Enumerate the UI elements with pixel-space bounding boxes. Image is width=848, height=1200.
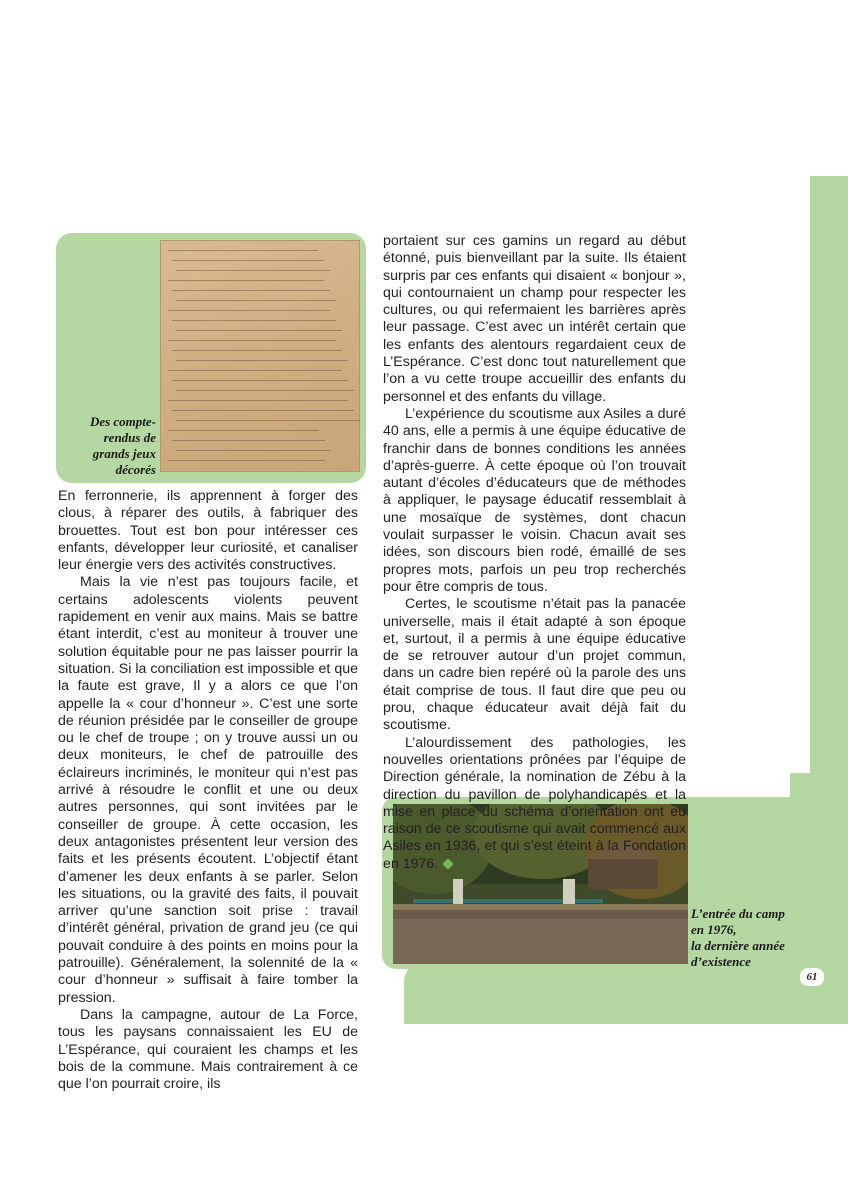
handwriting-line bbox=[172, 350, 342, 351]
photo-caption bbox=[691, 906, 806, 970]
caption-line: grands jeux bbox=[92, 446, 156, 461]
handwriting-line bbox=[172, 290, 330, 291]
bottom-green-band bbox=[404, 962, 848, 1024]
handwriting-line bbox=[168, 280, 324, 281]
paragraph: Mais la vie n’est pas toujours facile, et certains adolescents violents peuvent rapidement en venir aux mains. Mais se battre étant interdit, c’est au moniteur à trouver une solution équitable pour ne pas laisser pourrir la situation. Si la conciliation est impossible et que la faute est grave, Il y a alors ce que l’on appelle la « cour d’honneur ». C’est une sorte de réunion présidée par le conseiller de groupe ou le chef de troupe ; on y trouve aussi un ou deux moniteurs, le chef de patrouille des éclaireurs incriminés, le moniteur qui n’est pas arrivé à résoudre le conflit et une ou deux autres personnes, qui sont invitées par le conseiller de groupe. À cette occasion, les deux antagonistes présentent leur version des faits et les présents écoutent. L’objectif étant d’amener les deux enfants à se parler. Selon les situations, ou la gravité des faits, il pouvait arriver qu’une sanction soit prise : travail d’intérêt général, privation de grand jeu (ce qui pouvait conduire à des points en moins pour la patrouille). Généralement, la solennité de la « cour d’honneur » suffisait à faire tomber la pression. bbox=[58, 574, 358, 1006]
handwritten-document-image bbox=[160, 240, 360, 472]
handwriting-line bbox=[168, 400, 348, 401]
handwriting-line bbox=[176, 270, 330, 271]
handwriting-line bbox=[168, 250, 318, 251]
paragraph: En ferronnerie, ils apprennent à forger des clous, à réparer des outils, à fabriquer des brouettes. Tout est bon pour intéresser ces enfants, développer leur curiosité, et canaliser leur énergie vers des activités constructives. bbox=[58, 488, 358, 574]
handwriting-line bbox=[168, 370, 342, 371]
handwriting-line bbox=[176, 390, 354, 391]
handwriting-line bbox=[172, 260, 324, 261]
caption-line: la dernière année bbox=[691, 938, 785, 953]
right-text-column bbox=[383, 233, 686, 873]
handwriting-line bbox=[168, 460, 325, 461]
handwriting-line bbox=[172, 410, 354, 411]
page-number: 61 bbox=[800, 968, 824, 986]
caption-line: rendus de bbox=[103, 430, 156, 445]
handwriting-line bbox=[176, 330, 342, 331]
caption-line: en 1976, bbox=[691, 922, 737, 937]
caption-line: Des compte- bbox=[89, 414, 156, 429]
handwriting-line bbox=[172, 440, 325, 441]
green-connector bbox=[790, 773, 810, 797]
paragraph: portaient sur ces gamins un regard au début étonné, puis bienveillant par la suite. Ils étaient surpris par ces enfants qui disaient « bonjour », qui contournaient un champ pour respecter les cultures, ou qui refermaient les barrières après leur passage. C’est avec un intérêt certain que les enfants des alentours regardaient ceux de L’Espérance. C’est donc tout naturellement que l’on a vu cette troupe accueillir des enfants du personnel et des enfants du village. bbox=[383, 233, 686, 405]
caption-line: d’existence bbox=[691, 954, 751, 969]
handwriting-line bbox=[172, 380, 348, 381]
paragraph: Dans la campagne, autour de La Force, tous les paysans connaissaient les EU de L’Espérance, qui couraient les champs et les bois de la commune. Mais contrairement à ce que l’on pourrait croire, ils bbox=[58, 1006, 358, 1093]
paragraph-text: L’alourdissement des pathologies, les nouvelles orientations prônées par l’équipe de Direction générale, la nomination de Zébu à la direction du pavillon de polyhandicapés et la mise en place du schéma d’orientation ont eu raison de ce scoutisme qui avait commencé aux Asiles en 1936, et qui s’est éteint à la Fondation en 1976. bbox=[383, 734, 686, 872]
handwriting-line bbox=[176, 450, 331, 451]
handwriting-line bbox=[168, 430, 319, 431]
handwriting-line bbox=[176, 360, 348, 361]
document-caption bbox=[66, 414, 156, 478]
caption-line: décorés bbox=[115, 462, 156, 477]
paragraph-final bbox=[383, 735, 686, 873]
handwriting-line bbox=[176, 300, 336, 301]
handwriting-line bbox=[168, 310, 330, 311]
caption-line: L’entrée du camp bbox=[691, 906, 785, 921]
paragraph: L’expérience du scoutisme aux Asiles a duré 40 ans, elle a permis à une équipe éducative de franchir dans de bonnes conditions les années d’après-guerre. À cette époque où l’on trouvait autant d’écoles d’éducateurs que de méthodes à appliquer, le paysage éducatif ressemblait à une mosaïque de systèmes, dont chacun voulait surpasser le voisin. Chacun avait ses idées, son discours bien rodé, émaillé de ses propres mots, parfois un peu trop recherchés pour être compris de tous. bbox=[383, 405, 686, 595]
handwriting-line bbox=[168, 340, 336, 341]
handwriting-line bbox=[176, 420, 360, 421]
paragraph: Certes, le scoutisme n’était pas la panacée universelle, mais il était adapté à son époque et, surtout, il a permis à une équipe éducative de se retrouver autour d’un projet commun, dans un cadre bien repéré où la parole des uns était comprise de tous. Il faut dire que peu ou prou, chaque éducateur avait déjà fait du scoutisme. bbox=[383, 596, 686, 734]
left-text-column bbox=[58, 488, 358, 1093]
handwriting-line bbox=[172, 320, 336, 321]
end-mark-icon bbox=[443, 858, 454, 869]
